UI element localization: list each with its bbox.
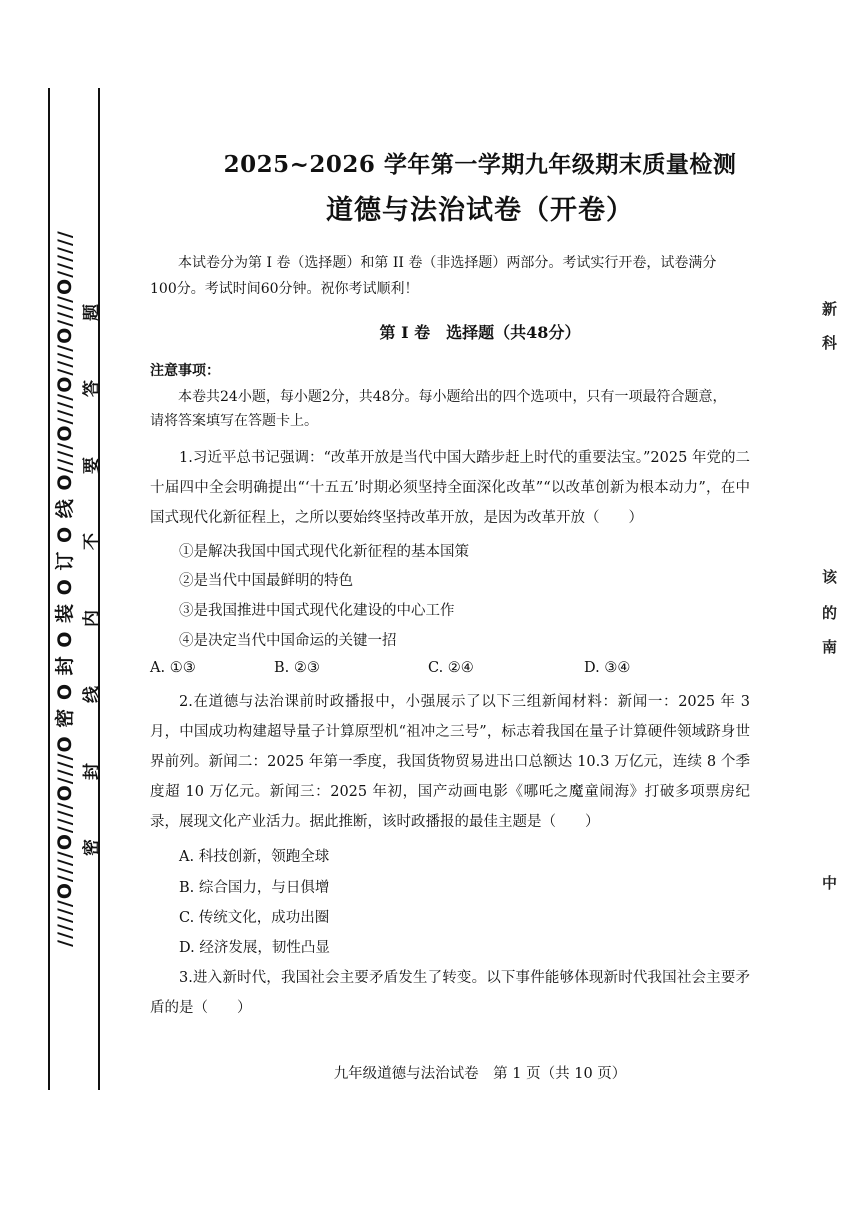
notes-line-2: 请将答案填写在答题卡上。 [150,413,318,429]
notice-char: 封 [81,762,102,780]
question-2-option: A. 科技创新，领跑全球 [179,849,330,865]
option-a: A. ①③ [150,660,196,676]
question-1-item: ④是决定当代中国命运的关键一招 [179,633,397,649]
question-2-option: D. 经济发展，韧性凸显 [179,940,330,956]
notes-line-1: 本卷共24小题，每小题2分，共48分。每小题给出的四个选项中，只有一项最符合题意， [178,389,727,405]
question-1-item: ③是我国推进中国式现代化建设的中心工作 [179,603,455,619]
notice-char: 密 [81,838,102,856]
seal-line [50,88,76,1088]
question-2-stem: 2.在道德与法治课前时政播报中，小强展示了以下三组新闻材料：新闻一：2025 年 3 月，中国成功构建超导量子计算原型机“祖冲之三号”，标志着我国在量子计算硬件领域跻身世界前列。新闻二：2025 年第一季度，我国货物贸易进出口总额达 10.3 万亿元，连续 8 个季度超 10 万亿元。新闻三：2025 年初，国产动画电影《哪吒之魔童闹海》打破多项票房纪录，展现文化产业活力。据此推断，该时政播报的最佳主题是（ ） [150,694,750,830]
edge-char: 中 [822,874,838,892]
section-title: 第 I 卷 选择题（共48分） [379,323,581,342]
notes-heading: 注意事项： [150,363,220,379]
notice-char: 内 [81,609,102,627]
edge-char: 科 [822,334,838,352]
notice-char: 线 [81,686,102,704]
question-1-item: ②是当代中国最鲜明的特色 [179,573,353,589]
option-c: C. ②④ [428,660,474,676]
notice-char: 不 [81,533,102,551]
question-2-option: C. 传统文化，成功出圈 [179,910,330,926]
question-1-stem: 1.习近平总书记强调：“改革开放是当代中国大踏步赶上时代的重要法宝。”2025 年党的二十届四中全会明确提出“‘十五五’时期必须坚持全面深化改革”“以改革创新为根本动力”，在中国式现代化新征程上，之所以要始终坚持改革开放，是因为改革开放（ ） [150,450,750,526]
question-3-stem: 3.进入新时代，我国社会主要矛盾发生了转变。以下事件能够体现新时代我国社会主要矛盾的是（ ） [150,970,750,1016]
edge-char: 新 [822,300,838,318]
notice-column [76,300,102,860]
notice-char: 答 [81,380,102,398]
notice-char: 题 [81,304,102,321]
intro-line-1: 本试卷分为第 I 卷（选择题）和第 II 卷（非选择题）两部分。考试实行开卷，试卷满分 [178,255,717,271]
edge-char: 该 [822,568,838,586]
exam-subtitle: 道德与法治试卷（开卷） [326,195,634,226]
notice-char: 要 [81,456,102,474]
edge-char: 的 [822,604,838,622]
seal-line-text: //////O////O////O////O 密 O 封 O 装 O 订 O 线 O////O////O////O////O////// [53,229,76,947]
exam-title: 2025~2026 学年第一学期九年级期末质量检测 [223,151,737,178]
option-d: D. ③④ [584,660,631,676]
page-footer: 九年级道德与法治试卷 第 1 页（共 10 页） [333,1066,627,1082]
question-2-option: B. 综合国力，与日俱增 [179,880,330,896]
question-1-item: ①是解决我国中国式现代化新征程的基本国策 [179,544,469,560]
edge-char: 南 [822,638,838,656]
option-b: B. ②③ [274,660,320,676]
intro-line-2: 100分。考试时间60分钟。祝你考试顺利！ [150,281,419,297]
